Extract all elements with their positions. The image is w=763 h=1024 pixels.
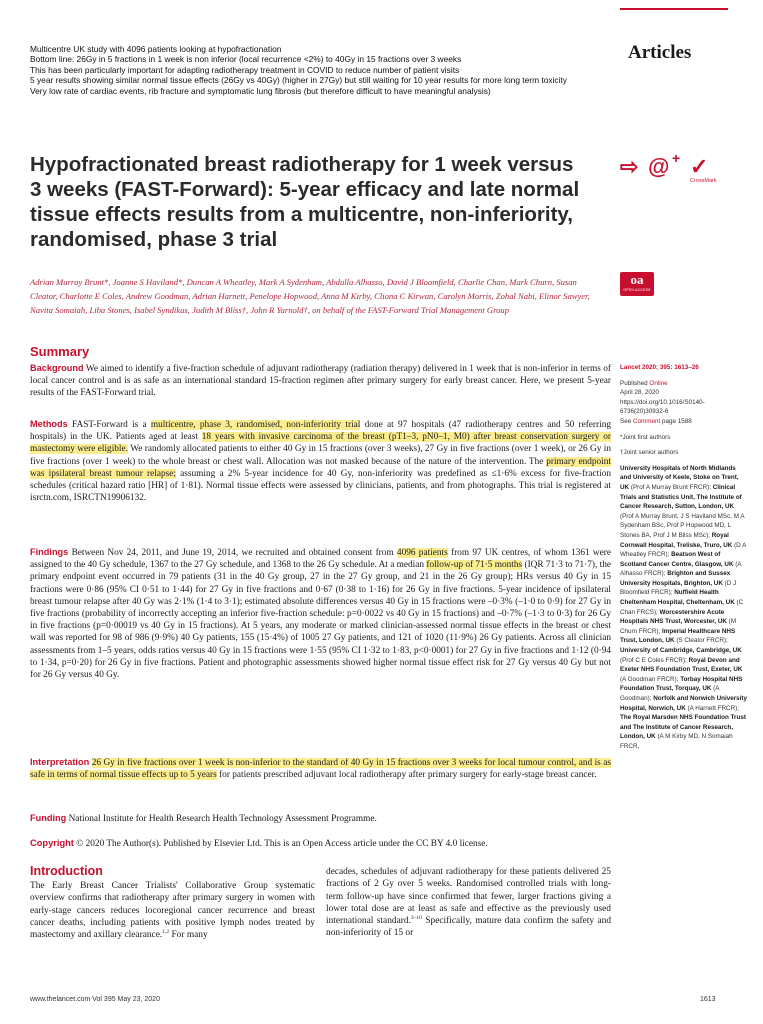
abstract-background	[30, 362, 611, 400]
abstract-funding	[30, 812, 611, 825]
affiliation-people: (D J Bloomfield FRCR);	[620, 579, 737, 597]
interpretation-text: for patients prescribed adjuvant local radiotherapy after primary surgery for early-stage breast cancer.	[216, 770, 597, 781]
methods-text: done at 97 hospitals (47 radiotherapy centres and 50 referring hospitals) in the UK. Patients aged at least	[30, 420, 612, 443]
highlight: 4096 patients	[396, 548, 448, 558]
affiliation-institution: Nuffield Health Cheltenham Hospital, Cheltenham, UK	[620, 589, 735, 607]
copyright-label: Copyright	[30, 838, 74, 848]
highlight: 18 years with invasive carcinoma of the breast (pT1–3, pN0–1, M0) after breast conservation surgery or mastectomy were eligible.	[30, 432, 611, 455]
methods-text: FAST-Forward is a	[72, 420, 151, 430]
page-number: 1613	[700, 996, 716, 1003]
reference-superscript[interactable]: 1,2	[162, 929, 170, 936]
methods-label: Methods	[30, 419, 68, 429]
affiliation-institution: University of Cambridge, Cambridge, UK	[620, 647, 742, 655]
highlight: 26 Gy in five fractions over 1 week is non-inferior to the standard of 40 Gy in 15 fractions over 3 weeks for local tumour control, and is as safe in terms of normal tissue effects up to 5 years	[30, 758, 611, 781]
intro-text: For many	[169, 930, 208, 941]
affiliation-institution: Worcestershire Acute Hospitals NHS Trust, Worcester, UK	[620, 608, 727, 626]
affiliation-people: (D A Wheatley FRCR);	[620, 541, 746, 559]
funding-text: National Institute for Health Research Health Technology Assessment Programme.	[68, 814, 377, 824]
annotation-notes	[30, 44, 640, 96]
arrow-icon[interactable]: ⇨	[620, 154, 639, 179]
affiliation-institution: Torbay Hospital NHS Foundation Trust, Torquay, UK	[620, 675, 743, 693]
affiliation-people: (Prof A Murray Brunt FRCR);	[630, 483, 711, 491]
affiliation-institution: Clinical Trials and Statistics Unit, The Institute of Cancer Research, Sutton, London, UK	[620, 483, 742, 511]
badge-group	[620, 150, 730, 190]
affiliation-institution: Royal Cornwall Hospital, Treliske, Truro, UK	[620, 531, 733, 549]
affiliation-people: (A Goodman FRCR);	[620, 675, 679, 683]
interpretation-label: Interpretation	[30, 757, 90, 767]
author-list: Adrian Murray Brunt*, Joanne S Haviland*, Duncan A Wheatley, Mark A Sydenham, Abdulla Alhasso, David J Bloomfield, Charlie Chan, Mark Churn, Susan Cleator, Charlotte E Coles, Andrew Goodman, Adrian Harnett, Penelope Hopwood, Anna M Kirby, Cliona C Kirwan, Carolyn Morris, Zohal Nabi, Elinor Sawyer, Navita Somaiah, Liba Stones, Isabel Syndikus, Judith M Bliss†, John R Yarnold†, on behalf of the FAST-Forward Trial Management Group	[30, 277, 590, 315]
findings-text: Between Nov 24, 2011, and June 19, 2014, we recruited and obtained consent from	[71, 548, 397, 558]
affiliation-people: (A Harnett FRCR);	[687, 704, 739, 712]
abstract-findings	[30, 546, 611, 681]
affiliation-institution: Imperial Healthcare NHS Trust, London, UK	[620, 627, 736, 645]
methods-text: We randomly allocated patients to either 40 Gy in 15 fractions (over 3 weeks), 27 Gy in five fractions (over 1 week), or 26 Gy in five fractions (over 1 week) to the whole breast or chest wall. Allocation was not masked because of the nature of the intervention. The	[30, 444, 611, 467]
affiliation-institution: Royal Devon and Exeter NHS Foundation Trust, Exeter, UK	[620, 656, 743, 674]
copyright-text: © 2020 The Author(s). Published by Elsevier Ltd. This is an Open Access article under the CC BY 4.0 license.	[76, 839, 488, 849]
see-comment	[620, 417, 748, 427]
findings-label: Findings	[30, 547, 69, 557]
intro-column-1	[30, 880, 315, 941]
citation: Lancet 2020; 395: 1613–26	[620, 364, 699, 371]
affiliation-institution: Beatson West of Scotland Cancer Centre, Glasgow, UK	[620, 551, 734, 568]
see-page: page 1588	[662, 417, 692, 425]
introduction-heading: Introduction	[30, 864, 103, 878]
affiliation-institution: Brighton and Sussex University Hospitals, Brighton, UK	[620, 570, 731, 587]
intro-text: The Early Breast Cancer Trialists' Collaborative Group systematic overview confirms that radiotherapy after primary surgery in women with early-stage cancers reduces locoregional cancer recurrence and breast cancer deaths, including patients with positive lymph nodes treated by mastectomy and axillary clearance.	[30, 881, 315, 941]
affiliation-institution: The Royal Marsden NHS Foundation Trust and The Institute of Cancer Research, London, UK	[620, 714, 746, 741]
findings-text: from 97 UK centres, of whom 1361 were assigned to the 40 Gy schedule, 1367 to the 27 Gy schedule, and 1368 to the 26 Gy schedule. At a median	[30, 548, 611, 571]
copyright-line	[30, 838, 488, 849]
sidebar-notes	[620, 363, 748, 752]
background-text: We aimed to identify a five-fraction schedule of adjuvant radiotherapy (radiation therapy) delivered in 1 week that is non-inferior in terms of local cancer control and is as safe as an international standard 15-fraction regimen after primary surgery for early breast cancer. Here, we present 5-year results of the FAST-Forward trial.	[30, 364, 611, 399]
affiliation-list	[620, 464, 748, 752]
note-line: 5 year results showing similar normal tissue effects (26Gy vs 40Gy) (higher in 27Gy) but still waiting for 10 year results for more long term toxicity	[30, 75, 567, 86]
affiliation-people: (Prof C E Coles FRCR);	[620, 656, 687, 664]
background-label: Background	[30, 363, 84, 373]
oa-mark: oa	[630, 272, 644, 287]
header-rule	[620, 8, 728, 10]
note-line: Very low rate of cardiac events, rib fracture and symptomatic lung fibrosis (but therefore difficult to have meaningful analysis)	[30, 85, 491, 96]
at-icon[interactable]: @	[648, 154, 670, 179]
highlight: follow-up of 71·5 months	[426, 560, 523, 571]
affiliation-people: (A M Kirby MD, N Somaiah FRCR,	[620, 733, 733, 750]
affiliation-people: (M Churn FRCR);	[620, 618, 737, 635]
plus-icon[interactable]: +	[672, 150, 681, 166]
highlight: multicentre, phase 3, randomised, non-inferiority trial	[150, 420, 361, 430]
see-label: See	[620, 417, 632, 425]
methods-text: assuming a 2% 5-year incidence for 40 Gy, non-inferiority was predefined as ≤1·6% excess for five-fraction schedules (critical hazard ratio [HR] of 1·81). Normal tissue effects were assessed by clinicians, patients, and from photographs. This trial is registered at isrctn.com, ISRCTN19906132.	[30, 468, 611, 504]
published-online-link[interactable]: Online	[649, 379, 668, 387]
reference-superscript[interactable]: 3–10	[410, 915, 422, 922]
affiliation-institution: University Hospitals of North Midlands and University of Keele, Stoke on Trent, UK	[620, 464, 739, 491]
crossmark-label: CrossMark	[690, 178, 717, 184]
affiliation-people: (Prof A Murray Brunt, J S Haviland MSc, M A Sydenham BSc, Prof P Hopwood MD, L Stones BA, Prof J M Bliss MSc);	[620, 512, 745, 539]
published-date: April 28, 2020	[620, 389, 659, 397]
joint-first-note: *Joint first authors	[620, 433, 671, 441]
doi-link[interactable]: https://doi.org/10.1016/S0140-6736(20)30932-6	[620, 398, 705, 416]
published-label: Published	[620, 379, 648, 387]
affiliation-people: (A Goodman);	[620, 685, 720, 702]
joint-senior-note: †Joint senior authors	[620, 449, 679, 457]
funding-label: Funding	[30, 813, 67, 823]
oa-label: OPEN ACCESS	[623, 288, 651, 292]
highlight: primary endpoint was ipsilateral breast tumour relapse;	[30, 456, 611, 479]
open-access-badge	[620, 272, 654, 296]
note-line: Bottom line: 26Gy in 5 fractions in 1 week is non inferior (local recurrence <2%) to 40Gy in 15 fractions over 3 weeks	[30, 54, 462, 65]
note-line: This has been particularly important for adapting radiotherapy treatment in COVID to reduce number of patient visits	[30, 64, 460, 75]
affiliation-institution: Norfolk and Norwich University Hospital, Norwich, UK	[620, 695, 748, 712]
crossmark-icon[interactable]: ✓	[690, 154, 709, 179]
article-title: Hypofractionated breast radiotherapy for 1 week versus 3 weeks (FAST-Forward): 5-year efficacy and late normal tissue effects results from a multicentre, non-inferiority, randomised, phase 3 trial	[30, 153, 580, 251]
summary-heading: Summary	[30, 344, 90, 359]
affiliation-people: (A Alhasso FRCR);	[620, 560, 742, 578]
intro-column-2	[326, 866, 611, 940]
affiliation-people: (C Chan FRCS);	[620, 599, 744, 616]
abstract-methods	[30, 418, 611, 504]
intro-text: Specifically, mature data confirm the safety and non-inferiority of 15 or	[326, 916, 612, 939]
footer-journal: www.thelancet.com Vol 395 May 23, 2020	[30, 996, 160, 1003]
abstract-interpretation	[30, 756, 611, 781]
published-line	[620, 379, 748, 389]
affiliation-people: (S Cleator FRCR);	[676, 637, 728, 645]
intro-text: decades, schedules of adjuvant radiotherapy for these patients delivered 25 fractions of 2 Gy over 5 weeks. Randomised controlled trials with long-term follow-up have since confirmed that fewer, larger fractions giving a lower total dose are at least as safe and effective as the previously used international standard.	[326, 867, 611, 927]
section-label: Articles	[628, 42, 692, 63]
note-line: Multicentre UK study with 4096 patients looking at hypofractionation	[30, 44, 282, 54]
findings-text: (IQR 71·3 to 71·7), the primary endpoint event occurred in 79 patients (31 in the 40 Gy group, 27 in the 27 Gy group, and 21 in the 26 Gy group); HRs versus 40 Gy in 15 fractions were 0·86 (95% CI 0·51 to 1·44) for 27 Gy in five fractions and 0·67 (0·38 to 1·16) for 26 Gy in five fractions. 5-year incidence of ipsilateral breast tumour relapse after 40 Gy was 2·1% (1·4 to 3·1); estimated absolute differences versus 40 Gy in 15 fractions were –0·3% (–1·0 to 0·9) for 27 Gy in five fractions (probability of incorrectly accepting an inferior five-fraction schedule: p=0·0022 vs 40 Gy in 15 fractions) and –0·7% (–1·3 to 0·3) for 26 Gy in five fractions (p=0·00019 vs 40 Gy in 15 fractions). At 5 years, any moderate or marked clinician-assessed normal tissue effects in the breast or chest wall was reported for 98 of 986 (9·9%) 40 Gy patients, 155 (15·4%) of 1005 27 Gy patients, and 121 of 1020 (11·9%) 26 Gy patients. Across all clinician assessments from 1–5 years, odds ratios versus 40 Gy in 15 fractions were 1·55 (95% CI 1·32 to 1·83, p<0·0001) for 27 Gy in five fractions and 1·12 (0·94 to 1·34, p=0·20) for 26 Gy in five fractions. Patient and photographic assessments showed higher normal tissue effect risk for 27 Gy versus 40 Gy but not for 26 Gy versus 40 Gy.	[30, 560, 611, 681]
comment-link[interactable]: Comment	[632, 417, 661, 425]
